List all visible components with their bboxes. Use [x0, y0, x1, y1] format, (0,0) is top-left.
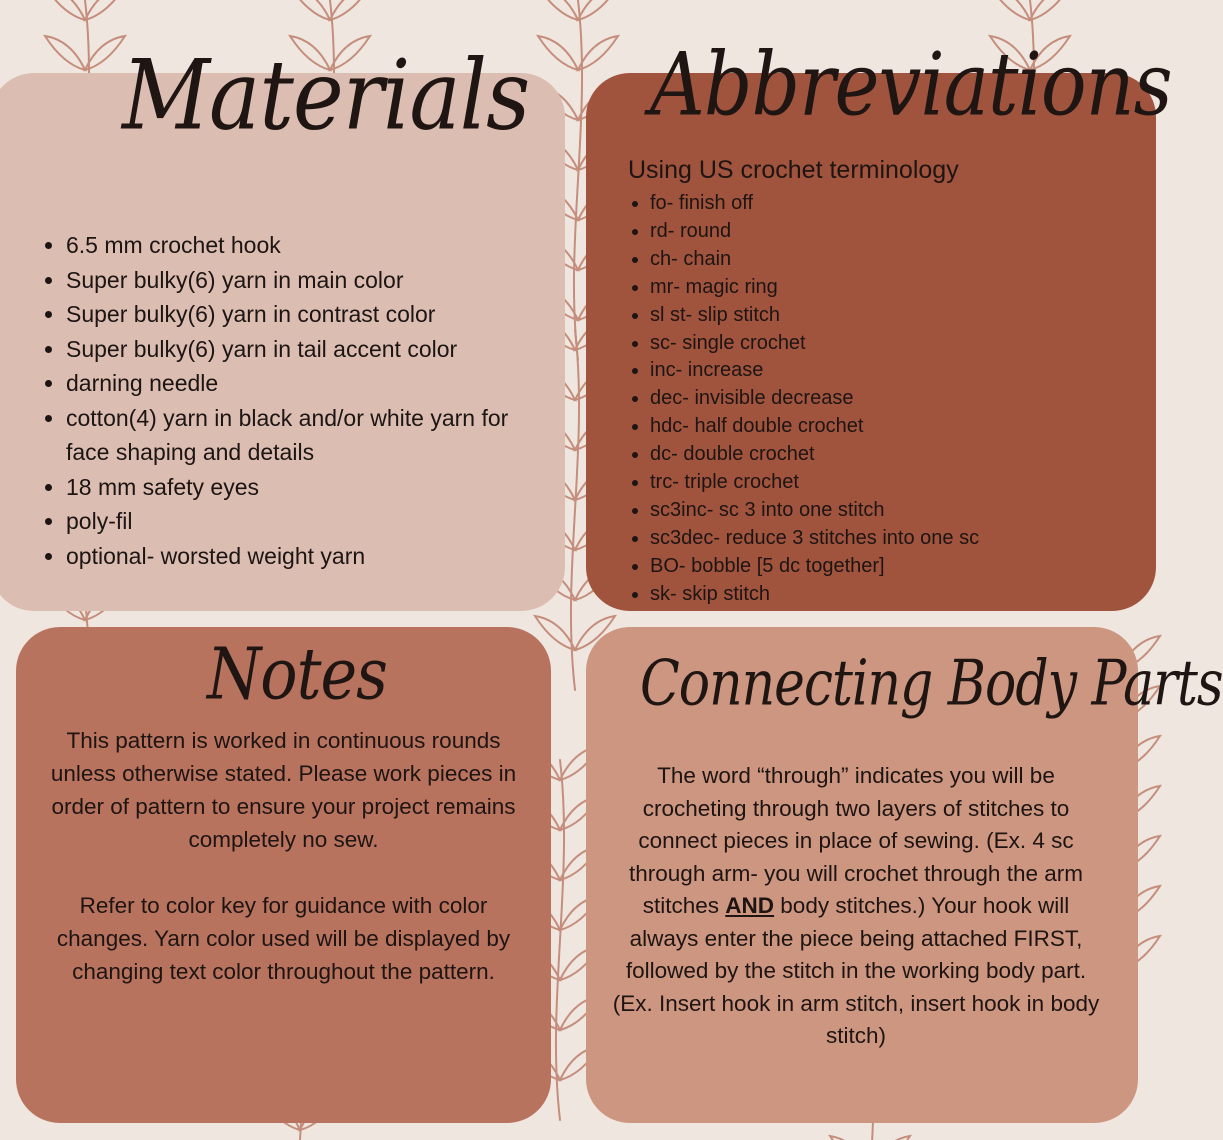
notes-title: Notes	[207, 632, 388, 716]
materials-title: Materials	[122, 40, 530, 152]
leaf-shape	[85, 36, 125, 70]
abbreviation-list-item: • hdc- half double crochet	[650, 413, 979, 441]
leaf-shape	[45, 0, 85, 20]
abbreviation-list-item: • rd- round	[650, 218, 979, 246]
abbreviation-list-item: • BO- bobble [5 dc together]	[650, 553, 979, 581]
notes-paragraph-1: This pattern is worked in continuous rounds unless otherwise stated. Please work pieces in order of pattern to ensure your project remains completely no sew.	[50, 728, 517, 852]
connecting-emphasis: AND	[725, 893, 775, 918]
leaf-shape	[578, 36, 618, 70]
abbreviation-list-item: • dec- invisible decrease	[650, 385, 979, 413]
leaf-shape	[578, 0, 618, 20]
abbreviation-list-item: • sl st- slip stitch	[650, 302, 979, 330]
leaf-shape	[538, 0, 578, 20]
connecting-text-before: The word “through” indicates you will be crocheting through two layers of stitches to connect pieces in place of sewing. (Ex. 4 sc through arm- you will crochet through the arm stitches	[629, 763, 1083, 918]
notes-body	[36, 724, 531, 988]
abbreviation-list-item: • sc3inc- sc 3 into one stitch	[650, 497, 979, 525]
leaf-stem	[574, 0, 582, 360]
leaf-shape	[45, 36, 85, 70]
materials-list-item: • 6.5 mm crochet hook	[66, 228, 556, 263]
abbreviation-list-item: • ch- chain	[650, 246, 979, 274]
leaf-shape	[1030, 0, 1070, 20]
materials-list	[40, 228, 556, 573]
connecting-body	[606, 760, 1106, 1053]
materials-list-item: • 18 mm safety eyes	[66, 470, 556, 505]
abbreviation-list-item: • dc- double crochet	[650, 441, 979, 469]
materials-list-item: • optional- worsted weight yarn	[66, 539, 556, 574]
leaf-stem	[556, 760, 564, 1120]
connecting-title: Connecting Body Parts	[640, 648, 1223, 720]
notes-paragraph-2: Refer to color key for guidance with color changes. Yarn color used will be displayed by changing text color throughout the pattern.	[56, 893, 511, 984]
abbreviation-list-item: • trc- triple crochet	[650, 469, 979, 497]
abbreviation-list-item: • sc3dec- reduce 3 stitches into one sc	[650, 525, 979, 553]
leaf-shape	[830, 1136, 870, 1140]
abbreviation-list-item: • mr- magic ring	[650, 274, 979, 302]
abbreviations-list	[626, 190, 979, 609]
abbreviations-title: Abbreviations	[650, 33, 1172, 136]
materials-list-item: • poly-fil	[66, 504, 556, 539]
materials-list-item: • Super bulky(6) yarn in main color	[66, 263, 556, 298]
leaf-shape	[870, 1136, 910, 1140]
leaf-stem	[571, 330, 579, 690]
leaf-shape	[990, 0, 1030, 20]
abbreviation-list-item: • sc- single crochet	[650, 330, 979, 358]
leaf-shape	[538, 36, 578, 70]
leaf-shape	[330, 0, 370, 20]
connecting-text-after: body stitches.) Your hook will always enter the piece being attached FIRST, followed by the stitch in the working body part. (Ex. Insert hook in arm stitch, insert hook in body stitch)	[612, 893, 1100, 1048]
materials-list-item: • Super bulky(6) yarn in contrast color	[66, 297, 556, 332]
leaf-shape	[85, 0, 125, 20]
abbreviation-list-item: • sk- skip stitch	[650, 581, 979, 609]
materials-list-item: • cotton(4) yarn in black and/or white yarn for face shaping and details	[66, 401, 556, 470]
materials-list-item: • darning needle	[66, 366, 556, 401]
leaf-shape	[290, 0, 330, 20]
materials-list-item: • Super bulky(6) yarn in tail accent color	[66, 332, 556, 367]
connecting-paragraph	[606, 760, 1106, 1053]
abbreviation-list-item: • fo- finish off	[650, 190, 979, 218]
abbreviations-subtitle: Using US crochet terminology	[628, 156, 959, 184]
abbreviation-list-item: • inc- increase	[650, 357, 979, 385]
